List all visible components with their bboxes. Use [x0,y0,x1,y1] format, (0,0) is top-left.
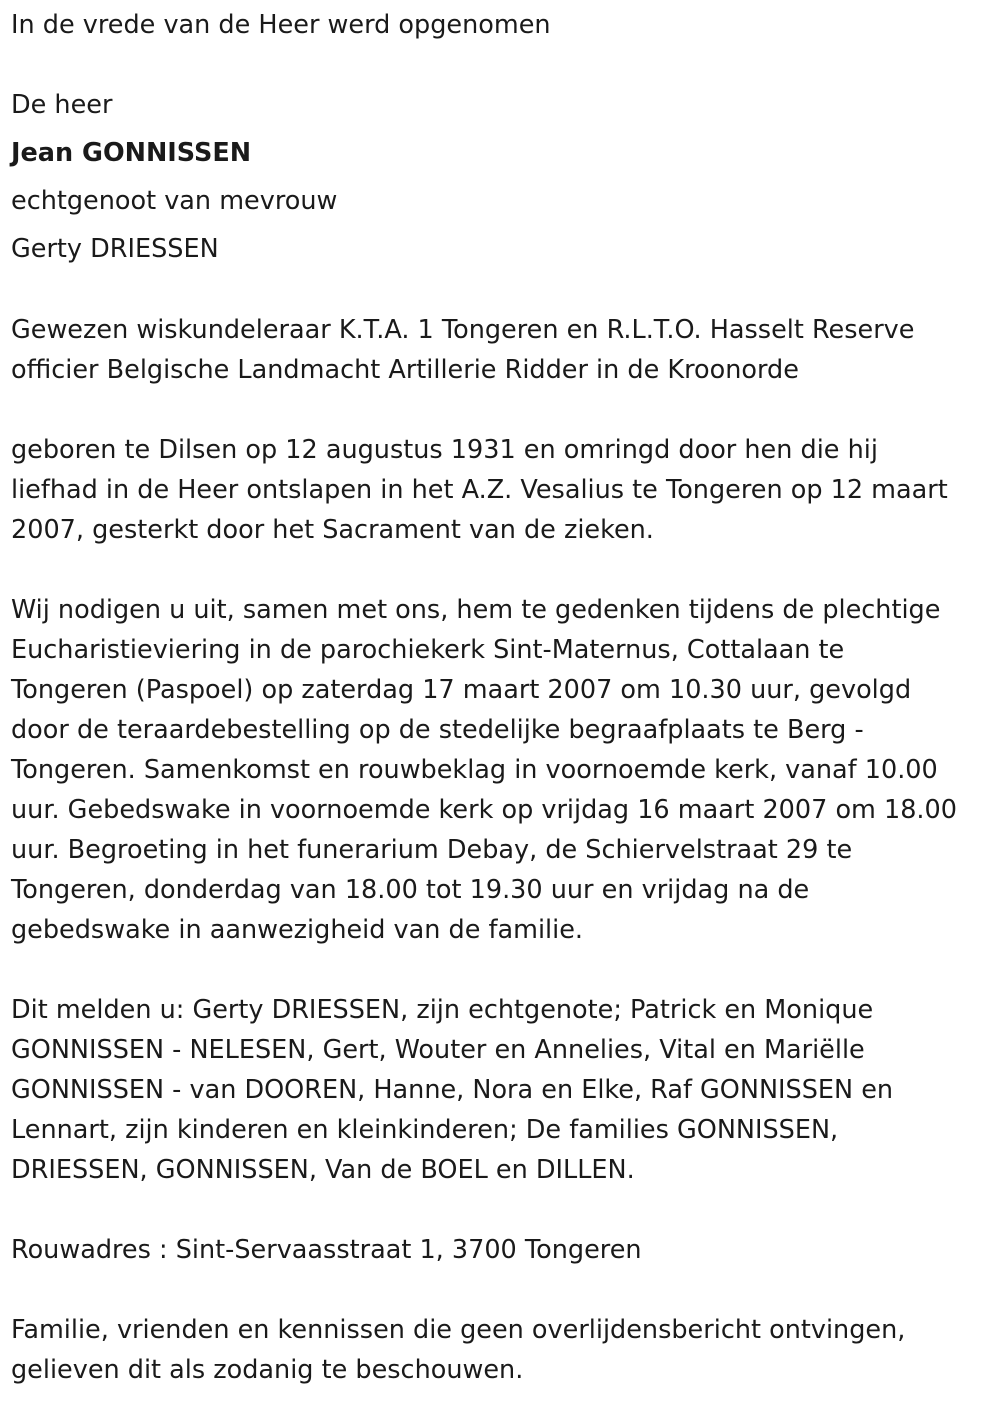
paragraph-line: gelieven dit als zodanig te beschouwen. [11,1355,524,1385]
paragraph-line: GONNISSEN - van DOOREN, Hanne, Nora en Elke, Raf GONNISSEN en [11,1075,894,1105]
paragraph-line: uur. Begroeting in het funerarium Debay, de Schiervelstraat 29 te [11,835,853,865]
paragraph-line: gebedswake in aanwezigheid van de familie. [11,915,584,945]
family-paragraph [11,990,893,1190]
paragraph-line: Wij nodigen u uit, samen met ons, hem te gedenken tijdens de plechtige [11,595,941,625]
closing-paragraph [11,1310,905,1390]
paragraph-line: geboren te Dilsen op 12 augustus 1931 en omringd door hen die hij [11,435,878,465]
paragraph-line: Tongeren (Paspoel) op zaterdag 17 maart 2007 om 10.30 uur, gevolgd [11,675,912,705]
paragraph-line: officier Belgische Landmacht Artillerie Ridder in de Kroonorde [11,355,799,385]
intro-text: In de vrede van de Heer werd opgenomen [11,10,551,40]
paragraph-line: Dit melden u: Gerty DRIESSEN, zijn echtgenote; Patrick en Monique [11,995,874,1025]
paragraph-line: uur. Gebedswake in voornoemde kerk op vrijdag 16 maart 2007 om 18.00 [11,795,957,825]
paragraph-line: Lennart, zijn kinderen en kleinkinderen; De families GONNISSEN, [11,1115,839,1145]
career-paragraph [11,310,914,390]
paragraph-line: door de teraardebestelling op de stedelijke begraafplaats te Berg - [11,715,864,745]
salutation: De heer [11,90,113,120]
paragraph-line: Tongeren. Samenkomst en rouwbeklag in voornoemde kerk, vanaf 10.00 [11,755,938,785]
paragraph-line: 2007, gesterkt door het Sacrament van de zieken. [11,515,654,545]
paragraph-line: Gewezen wiskundeleraar K.T.A. 1 Tongeren en R.L.T.O. Hasselt Reserve [11,315,915,345]
paragraph-line: Eucharistieviering in de parochiekerk Sint-Maternus, Cottalaan te [11,635,845,665]
paragraph-line: Familie, vrienden en kennissen die geen overlijdensbericht ontvingen, [11,1315,906,1345]
paragraph-line: liefhad in de Heer ontslapen in het A.Z. Vesalius te Tongeren op 12 maart [11,475,948,505]
paragraph-line: GONNISSEN - NELESEN, Gert, Wouter en Annelies, Vital en Mariëlle [11,1035,865,1065]
spouse-name: Gerty DRIESSEN [11,234,219,264]
paragraph-line: Tongeren, donderdag van 18.00 tot 19.30 uur en vrijdag na de [11,875,810,905]
spouse-label: echtgenoot van mevrouw [11,186,338,216]
mourning-address: Rouwadres : Sint-Servaasstraat 1, 3700 Tongeren [11,1235,642,1265]
invitation-paragraph [11,590,957,950]
paragraph-line: DRIESSEN, GONNISSEN, Van de BOEL en DILLEN. [11,1155,635,1185]
birth-death-paragraph [11,430,948,550]
deceased-name: Jean GONNISSEN [11,138,252,168]
